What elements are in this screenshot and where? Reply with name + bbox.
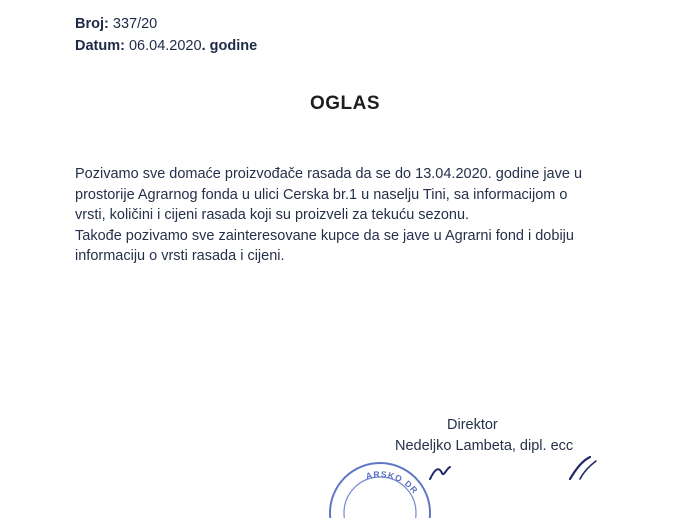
reference-block [75, 13, 257, 57]
signatory-name: Nedeljko Lambeta, dipl. ecc [395, 438, 574, 454]
body-line: prostorije Agrarnog fonda u ulici Cerska br.1 u naselju Tini, sa informacijom o [75, 186, 568, 203]
body-line: Pozivamo sve domaće proizvođače rasada da se do 13.04.2020. godine jave u [75, 166, 583, 182]
date-label: Datum: [75, 38, 125, 54]
body-line: informaciju o vrsti rasada i cijeni. [75, 248, 285, 264]
handwritten-signature [420, 455, 600, 480]
number-label: Broj: [75, 16, 109, 32]
body-line: Takođe pozivamo sve zainteresovane kupce da se jave u Agrarni fond i dobiju [75, 227, 574, 244]
announcement-body [75, 164, 615, 267]
number-value: 337/20 [112, 16, 158, 32]
reference-number [75, 13, 257, 35]
date-suffix: . godine [201, 38, 258, 54]
body-line: vrsti, količini i cijeni rasada koji su proizveli za tekuću sezonu. [75, 207, 470, 223]
signature-block [395, 415, 595, 457]
official-stamp [325, 458, 435, 518]
svg-text:ARSKO DR [365, 469, 421, 496]
signatory-role: Direktor [447, 417, 498, 433]
document-title: OGLAS [309, 93, 381, 114]
date-value: 06.04.2020 [128, 38, 202, 54]
reference-date [75, 35, 257, 57]
stamp-text: ARSKO DR [364, 468, 421, 496]
